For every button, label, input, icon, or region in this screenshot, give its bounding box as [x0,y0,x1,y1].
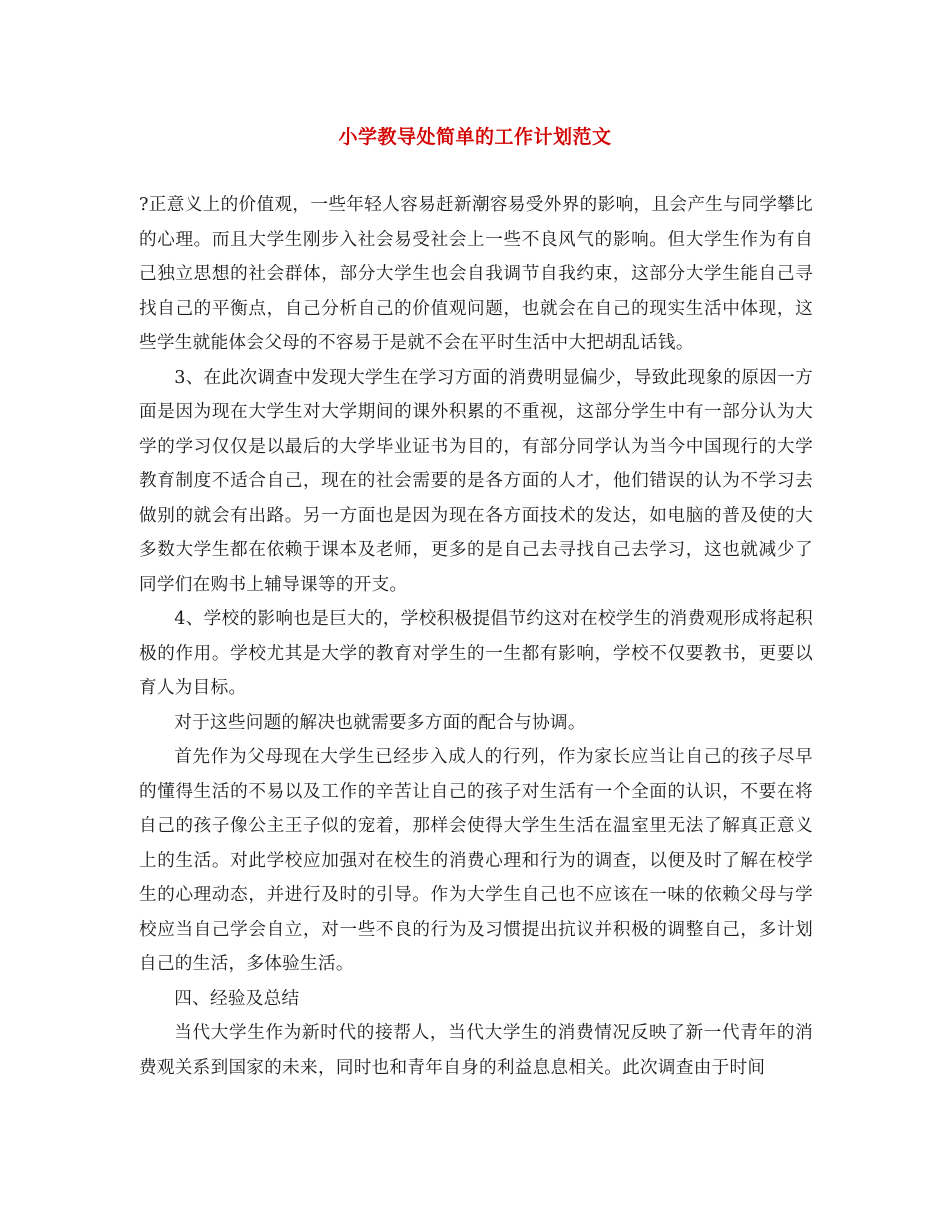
section-heading-summary: 四、经验及总结 [174,988,300,1009]
paragraph-6: 当代大学生作为新时代的接帮人，当代大学生的消费情况反映了新一代青年的消费观关系到国家的未来，同时也和青年自身的利益息息相关。此次调查由于时间 [139,1023,813,1078]
document-title: 小学教导处简单的工作计划范文 [338,126,612,148]
paragraph-3: 4、学校的影响也是巨大的，学校积极提倡节约这对在校学生的消费观形成将起积极的作用。学校尤其是大学的教育对学生的一生都有影响，学校不仅要教书，更要以育人为目标。 [139,609,813,698]
paragraph-4: 对于这些问题的解决也就需要多方面的配合与协调。 [174,712,586,733]
paragraph-5: 首先作为父母现在大学生已经步入成人的行列，作为家长应当让自己的孩子尽早的懂得生活的不易以及工作的辛苦让自己的孩子对生活有一个全面的认识，不要在将自己的孩子像公主王子似的宠着，那样会使得大学生生活在温室里无法了解真正意义上的生活。对此学校应加强对在校生的消费心理和行为的调查，以便及时了解在校学生的心理动态，并进行及时的引导。作为大学生自己也不应该在一味的依赖父母与学校应当自己学会自立，对一些不良的行为及习惯提出抗议并积极的调整自己，多计划自己的生活，多体验生活。 [139,747,813,974]
document-body [139,188,813,1085]
paragraph-2: 3、在此次调查中发现大学生在学习方面的消费明显偏少，导致此现象的原因一方面是因为现在大学生对大学期间的课外积累的不重视，这部分学生中有一部分认为大学的学习仅仅是以最后的大学毕业证书为目的，有部分同学认为当今中国现行的大学教育制度不适合自己，现在的社会需要的是各方面的人才，他们错误的认为不学习去做别的就会有出路。另一方面也是因为现在各方面技术的发达，如电脑的普及使的大多数大学生都在依赖于课本及老师，更多的是自己去寻找自己去学习，这也就减少了同学们在购书上辅导课等的开支。 [139,367,813,595]
paragraph-1: ?正意义上的价值观，一些年轻人容易赶新潮容易受外界的影响，且会产生与同学攀比的心理。而且大学生刚步入社会易受社会上一些不良风气的影响。但大学生作为有自己独立思想的社会群体，部分大学生也会自我调节自我约束，这部分大学生能自己寻找自己的平衡点，自己分析自己的价值观问题，也就会在自己的现实生活中体现，这些学生就能体会父母的不容易于是就不会在平时生活中大把胡乱话钱。 [139,195,813,353]
